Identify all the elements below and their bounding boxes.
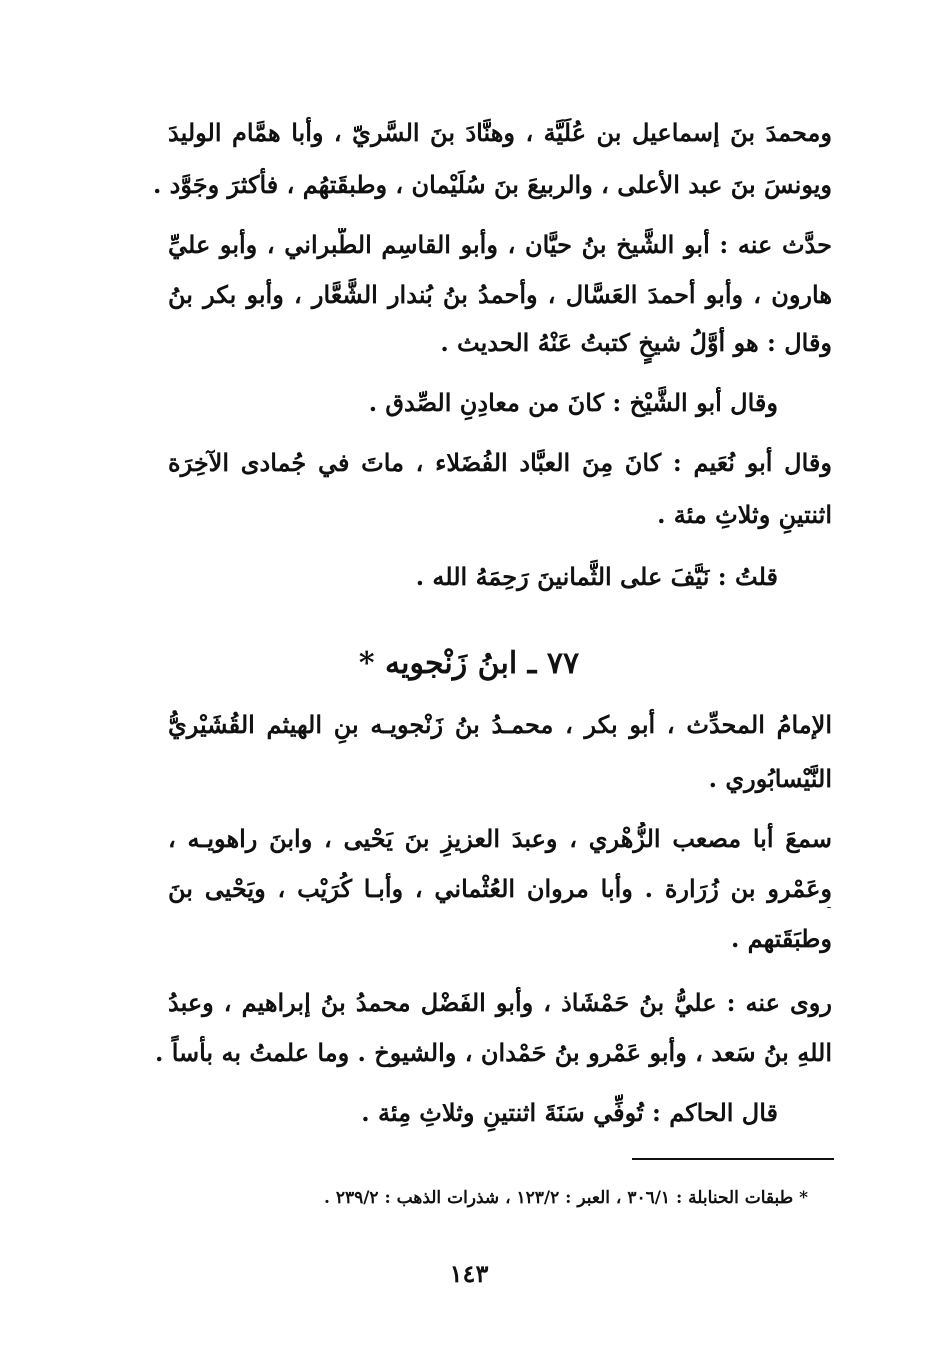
text-line: ومحمدَ بنَ إسماعيل بن عُلَيَّة ، وهنَّادَ بنَ السَّريّ ، وأبا همَّام الوليدَ bbox=[168, 118, 832, 147]
entry-heading: ٧٧ ـ ابنُ زَنْجويه * bbox=[358, 646, 580, 681]
text-line: وقال : هو أوَّلُ شيخٍ كتبتُ عَنْهُ الحديث . bbox=[440, 328, 832, 357]
page-number: ١٤٣ bbox=[449, 1259, 489, 1288]
text-line: حدَّث عنه : أبو الشَّيخ بنُ حيَّان ، وأبو القاسِم الطَّبراني ، وأبو عليِّ bbox=[168, 230, 832, 259]
text-line: وطبَقَتهم . bbox=[730, 924, 832, 953]
text-line: روى عنه : عليُّ بنُ حَمْشَاذ ، وأبو الفَضْل محمدُ بنُ إبراهيم ، وعبدُ bbox=[168, 988, 832, 1017]
footnote-divider bbox=[632, 1158, 834, 1160]
text-line: سمعَ أبا مصعب الزُّهْري ، وعبدَ العزيزِ بنَ يَحْيى ، وابنَ راهويـه ، bbox=[168, 824, 832, 853]
text-line: وعَمْرو بن زُرَارة . وأبا مروان العُثْماني ، وأبـا كُرَيْب ، ويَحْيى بنَ bbox=[168, 874, 832, 903]
text-line: اثنتينِ وثلاثِ مئة . bbox=[657, 500, 832, 529]
text-line: هارون ، وأبو أحمدَ العَسَّال ، وأحمدُ بنُ بُندار الشَّعَّار ، وأبو بكر بنُ bbox=[168, 280, 832, 309]
text-line: النَّيْسابُوري . bbox=[708, 764, 832, 793]
text-line: وقال أبو نُعَيم : كانَ مِنَ العبَّاد الفُضَلاء ، ماتَ في جُمادى الآخِرَة bbox=[168, 448, 832, 477]
text-line: الإمامُ المحدِّث ، أبو بكر ، محمـدُ بنُ زَنْجويـه بنِ الهيثم القُشَيْريُّ bbox=[168, 710, 832, 739]
text-line: وقال أبو الشَّيْخ : كانَ من معادِنِ الصِّدق . bbox=[368, 388, 778, 417]
text-line: قلتُ : نَيَّفَ على الثَّمانينَ رَحِمَهُ الله . bbox=[415, 562, 778, 591]
text-line: قال الحاكم : تُوفِّي سَنَةَ اثنتينِ وثلاثِ مِئة . bbox=[361, 1098, 778, 1127]
footnote: * طبقات الحنابلة : ٣٠٦/١ ، العبر : ١٢٣/٢ ، شذرات الذهب : ٢٣٩/٢ . bbox=[323, 1188, 808, 1208]
text-line: ويونسَ بنَ عبد الأعلى ، والربيعَ بنَ سُلَيْمان ، وطبقَتهُم ، فأكثرَ وجَوَّد . bbox=[152, 170, 832, 199]
text-line: اللهِ بنُ سَعد ، وأبو عَمْرو بنُ حَمْدان ، والشيوخ . وما علمتُ به بأساً . bbox=[154, 1038, 832, 1067]
